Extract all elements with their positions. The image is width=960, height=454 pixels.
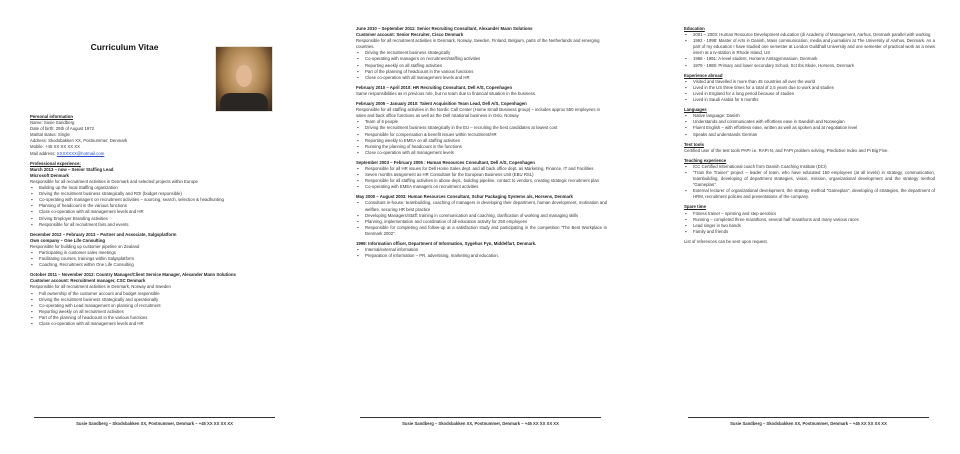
list-item: ▪ Driving the recruitment business strategically and ROI (budget responsible) (39, 191, 281, 197)
list-item: ▪ Co-operating with managers on recruitment/staffing activities (365, 56, 607, 62)
list-item: ▪ Facilitating courses, trainings within Salgsplatform (39, 256, 281, 262)
job-title: September 2003 – February 2005 : Human Resources Consultant, Dell A/S, Copenhagen (356, 159, 535, 165)
personal-marital: Marital status: Single (30, 132, 70, 138)
list-item: ▪ “Train the Trainer” project – leader of team, who have educated 150 employees (at all levels) in strategy, communication, teambuilding, developing of department strategies, vision, mission, organizational development and the strategy method “Gameplan”. (693, 170, 935, 188)
job-title: May 2000 – August 2003: Human Resources Consultant, Schur Packaging Systems a/s, Horsens, Denmark (356, 194, 573, 200)
list-item: ▪ Seven months assignment as HR Consultant for the European Business Unit (EBU RSL) (365, 172, 607, 178)
job-bullets (356, 119, 607, 156)
personal-mobile: Mobile: +45 XX XX XX XX (30, 144, 81, 150)
list-item: ▪ Responsible for all staffing activities in above dept., building pipeline, contact to vendors, creating strategic recruitment plan (365, 178, 607, 184)
section-bullets (684, 164, 935, 201)
section-bullets (684, 79, 935, 103)
list-item: ▪ Understands and communicates with effortless ease in Swedish and Norwegian (693, 119, 935, 125)
profile-photo (215, 46, 273, 112)
section-text: Certified user of the test tools PAPI i.e. RAPI N, and FAPI problem solving, Predictive Index and Pi Big Five. (684, 147, 889, 153)
job-entry (30, 167, 281, 228)
section-spare-time (684, 204, 935, 234)
job-bullets (30, 185, 281, 228)
cv-page-3 (676, 22, 941, 434)
job-bullets (356, 166, 607, 190)
job-desc: Responsible for all recruitment activities in Denmark, Norway and Sweden (30, 284, 171, 290)
section-heading: Experience abroad (684, 72, 723, 78)
list-item: ▪ 1979 - 1988: Primary and lower secondary School, Sct Ibs Skole, Horsens, Denmark (693, 63, 935, 69)
professional-heading: Professional experience: (30, 160, 81, 166)
list-item: ▪ Fluent English – with effortless ease, written as well as spoken and at negotiation level (693, 125, 935, 131)
list-item: ▪ 2001 – 2003: Human Resource Development education (di Academy of Management, Aarhus, Denmark parallel with working (693, 32, 935, 38)
mail-link[interactable]: XXXXXXX@hotmail.com (56, 150, 105, 156)
list-item: ▪ Responsible for completing and follow-up at a satisfaction study and participating in the competition “The Best Workplace in Denmark 2002”. (365, 225, 607, 237)
list-item: ▪ Fitness trainer – spinning and step aerobics (693, 211, 935, 217)
list-item: ▪ Native language: Danish (693, 113, 935, 119)
list-item: ▪ Preparation of information – PR, advertising, marketing and education. (365, 253, 607, 259)
job-company: Customer account: Recruitment manager, CSC Denmark (30, 278, 146, 284)
job-bullets (30, 250, 281, 268)
list-item: ▪ Lived in the US three times for a total of 2,5 years due to work and studies (693, 85, 935, 91)
list-item: ▪ Responsible for all recruitment fairs and events (39, 222, 281, 228)
list-item: ▪ Close co-operation with all management levels and HR (365, 75, 607, 81)
job-company: Own company – One Life Consulting (30, 237, 105, 243)
list-item: ▪ Family and friends (693, 229, 935, 235)
section-heading: Languages (684, 107, 707, 113)
photo-shoulders (220, 93, 268, 111)
job-entry (356, 241, 607, 259)
job-bullets (356, 200, 607, 237)
list-item: ▪ Lived in England for a long period because of studies (693, 91, 935, 97)
list-item: ▪ ICC Certified International coach from Danish Coaching Institute (DCI) (693, 164, 935, 170)
job-entry (356, 160, 607, 190)
page-footer (360, 417, 601, 426)
section-heading: Teaching experience (684, 157, 727, 163)
cv-title: Curriculum Vitae (90, 42, 159, 52)
cv-page-2 (348, 22, 613, 434)
personal-mail (30, 151, 281, 157)
section-experience-abroad (684, 73, 935, 103)
personal-name: Name: Susie Sandberg (30, 120, 75, 126)
section-education (684, 26, 935, 69)
list-item: ▪ Part of the planning of headcount in the various functions (39, 315, 281, 321)
page1-content (30, 114, 281, 327)
job-entry (30, 272, 281, 327)
job-entry (356, 101, 607, 156)
job-entry (30, 232, 281, 269)
footer-rule (34, 417, 275, 418)
list-item: ▪ Running – completed three marathons, several half marathons and many various races (693, 217, 935, 223)
list-item: ▪ Internal/external information (365, 247, 607, 253)
cv-page-1 (22, 22, 287, 434)
list-item: ▪ Participating in customer sales meetings (39, 250, 281, 256)
page-footer (34, 417, 275, 426)
list-item: ▪ Co-operating with Lead management on planning of recruitment (39, 303, 281, 309)
list-item: ▪ Close co-operation with all management levels (365, 150, 607, 156)
list-item: ▪ Team of 6 people (365, 119, 607, 125)
job-company: Microsoft Denmark (30, 172, 69, 178)
section-heading: Education (684, 26, 705, 31)
job-title: February 2005 – January 2010: Talent Acquisition Team Lead, Dell A/S, Copenhagen (356, 101, 527, 107)
list-item: ▪ Building up the local Staffing organization (39, 185, 281, 191)
list-item: ▪ Full ownership of the customer account and budget responsible (39, 291, 281, 297)
list-item: ▪ Reporting weekly to EMEA on all staffing activities (365, 138, 607, 144)
job-entry (356, 85, 607, 97)
list-item: ▪ Responsible for compensation & benefit issues within recruitment/HR (365, 132, 607, 138)
list-item: ▪ Close co-operation with all management levels and HR (39, 321, 281, 327)
section-test-tools (684, 142, 935, 154)
footer-text: Susie Sandberg – Skodsbakken XX, Postnummer, Denmark – +45 XX XX XX XX (730, 421, 887, 426)
section-bullets (684, 113, 935, 137)
list-item: ▪ 1988 - 1991: A-level student, Horsens Amtsgymnasium, Denmark (693, 56, 935, 62)
job-bullets (356, 247, 607, 259)
list-item: ▪ Lead singer in two bands (693, 223, 935, 229)
list-item: ▪ Lived in Saudi Arabia for 6 months (693, 97, 935, 103)
job-bullets (30, 291, 281, 328)
list-item: ▪ External lecturer of organizational development, the strategy method “Gameplan”, developing of strategies, the department of HRM, recruitment policies and presentations of the company. (693, 188, 935, 200)
list-item: ▪ Part of the planning of headcount in the various functions (365, 69, 607, 75)
job-title: December 2012 – February 2013 – Partner and Associate, Salgsplatform (30, 231, 177, 237)
page-footer (688, 417, 929, 426)
list-item: ▪ Co-operating with managers on recruitment activities – sourcing, search, selection & headhunting (39, 197, 281, 203)
list-item: ▪ Close co-operation with all management levels and HR (39, 209, 281, 215)
list-item: ▪ Driving the recruitment business strategically (365, 50, 607, 56)
job-bullets (356, 50, 607, 80)
list-item: ▪ Consultant in-house: teambuilding, coaching of managers in developing their department, human development, motivation and welfare, securing HR best practice (365, 200, 607, 212)
job-desc: Responsible for building up customer pipeline on Zealand (30, 243, 140, 249)
section-heading: Test tools (684, 141, 704, 147)
section-bullets (684, 211, 935, 235)
list-item: ▪ Coaching, Recruitment within One Life Consulting (39, 262, 281, 268)
job-title: October 2011 – November 2012: Country Manager/Client Service Manager, Alexander Mann Solutions (30, 272, 236, 278)
job-entry (356, 26, 607, 81)
personal-dob: Date of birth: 29th of August 1972 (30, 126, 95, 132)
list-item: ▪ Running the planning of headcount in the functions (365, 144, 607, 150)
list-item: ▪ 1992 - 1998: Master of Arts in Danish, Mass communication, media and journalism at The University of Aarhus, Denmark. As a part of my education I have studied one semester at London Guildhall University and one semester of practical work as a news intern at a tv-station in Rhode Island, US (693, 38, 935, 56)
job-title: March 2013 – now – Senior Staffing Lead (30, 166, 114, 172)
section-heading: Spare time (684, 204, 706, 210)
footer-rule (360, 417, 601, 418)
mail-label: Mail address: (30, 150, 57, 156)
job-desc: Responsible for all staffing activities in the Nordic Call Center (Home Small Business group) – includes approx 550 employees in sales and back office functions as well as the Dell rotational business in Oslo, Norway (356, 107, 601, 119)
list-item: ▪ Speaks and understands German (693, 132, 935, 138)
list-item: ▪ Planning of headcount in the various functions (39, 203, 281, 209)
footer-rule (688, 417, 929, 418)
list-item: ▪ Driving Employer Branding activities (39, 216, 281, 222)
list-item: ▪ Driving the recruitment business strategically and operationally (39, 297, 281, 303)
list-item: ▪ Reporting weekly on all recruitment activities (39, 309, 281, 315)
job-title: June 2010 – September 2011: Senior Recruiting Consultant, Alexander Mann Solutions (356, 26, 533, 31)
job-desc: Same responsibilities as in previous role, but no team due to financial situation in the business. (356, 90, 537, 96)
list-item: ▪ Reporting weekly on all staffing activities (365, 63, 607, 69)
list-item: ▪ Responsible for all HR issues for Dell Home Sales dept. and all back office dept. as Marketing, Finance, IT and Facilities (365, 166, 607, 172)
photo-face (236, 65, 252, 87)
footer-text: Susie Sandberg – Skodsbakken XX, Postnummer, Denmark – +45 XX XX XX XX (402, 421, 559, 426)
page3-content (684, 26, 935, 245)
job-title: February 2010 – April 2010: HR Recruiting Consultant, Dell A/S, Copenhagen (356, 84, 513, 90)
list-item: ▪ Co-operating with EMEA managers on recruitment activities (365, 184, 607, 190)
job-desc: Responsible for all recruitment activities in Denmark, Norway, Sweden, Finland, Belgium, parts of the Netherlands and emerging countries. (356, 38, 600, 50)
list-item: ▪ Planning, implementation and coordination of all education activity for 250 employees (365, 219, 607, 225)
job-company: Customer account: Senior Recruiter, Cisco Denmark (356, 32, 464, 38)
footer-text: Susie Sandberg – Skodsbakken XX, Postnummer, Denmark – +45 XX XX XX XX (76, 421, 233, 426)
section-bullets (684, 32, 935, 69)
references-note: List of references can be sent upon request. (684, 238, 768, 244)
section-teaching (684, 158, 935, 201)
job-title: 1999: Information officer, Department of Information, Sygehus Fyn, Middelfart, Denmark. (356, 241, 537, 246)
list-item: ▪ Driving the recruitment business strategically in the EU – recruiting the best candidates at lowest cost (365, 125, 607, 131)
section-languages (684, 107, 935, 137)
job-desc: Responsible for all recruitment activities in Denmark and selected projects within Europe (30, 178, 198, 184)
personal-address: Address: Skodsbakken XX, Postnummer, Denmark (30, 138, 128, 144)
list-item: ▪ Visited and travelled in more than 45 countries all over the world (693, 79, 935, 85)
job-entry (356, 194, 607, 237)
personal-heading: Personal information (30, 114, 73, 119)
page2-content (356, 26, 607, 259)
list-item: ▪ Developing Managers/Staff: training in communication and coaching, clarification of working and managing skills (365, 213, 607, 219)
